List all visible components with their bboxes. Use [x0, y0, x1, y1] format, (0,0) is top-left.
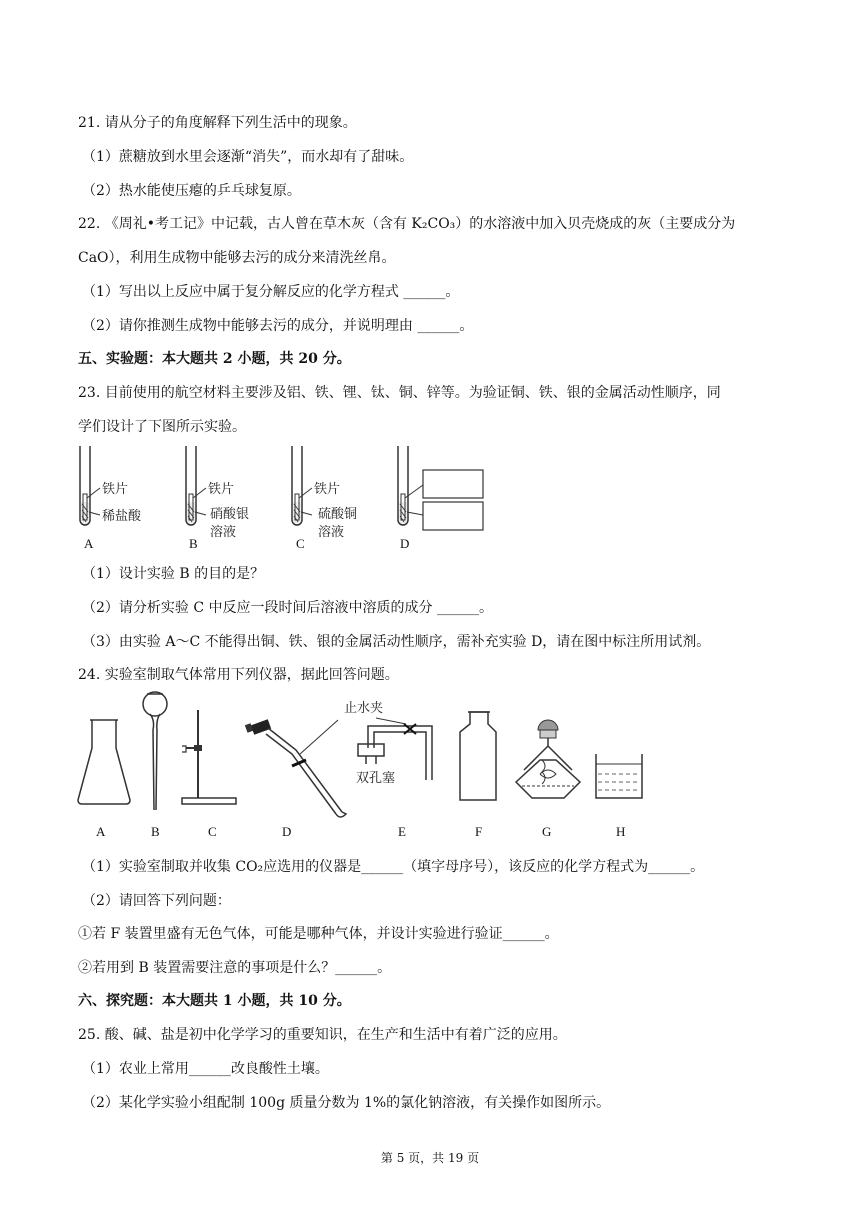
tube-d-caption: D — [400, 536, 410, 551]
tube-c-caption: C — [296, 536, 305, 551]
q24-stem: 24. 实验室制取气体常用下列仪器，据此回答问题。 — [78, 667, 399, 683]
apparatus-d-tube-with-clamp — [245, 719, 346, 839]
apparatus-b-funnel — [143, 692, 167, 839]
apparatus-f-gas-jar — [460, 712, 496, 839]
tube-c-label-3: 溶液 — [318, 525, 345, 540]
apparatus-e-caption: E — [398, 824, 406, 839]
q22-part1: （1）写出以上反应中属于复分解反应的化学方程式 ______。 — [82, 284, 460, 300]
apparatus-a-caption: A — [96, 824, 106, 839]
q22-part2: （2）请你推测生成物中能够去污的成分，并说明理由 ______。 — [82, 318, 474, 334]
tube-a — [80, 446, 142, 551]
page-footer: 第 5 页，共 19 页 — [380, 1151, 480, 1165]
q24-part2-sub2: ②若用到 B 装置需要注意的事项是什么？______。 — [78, 960, 392, 976]
apparatus-g-alcohol-lamp — [516, 720, 580, 839]
q24-part1: （1）实验室制取并收集 CO₂应选用的仪器是______（填字母序号），该反应的化学方程式为______。 — [82, 859, 705, 875]
q22-stem: 22. 《周礼•考工记》中记载，古人曾在草木灰（含有 K₂CO₃）的水溶液中加入贝壳烧成的灰（主要成分为 — [78, 216, 736, 232]
q23-part3: （3）由实验 A～C 不能得出铜、铁、银的金属活动性顺序，需补充实验 D，请在图中标注所用试剂。 — [82, 634, 711, 650]
q23-test-tube-figure — [70, 440, 510, 555]
tube-b-label-2: 硝酸银 — [210, 507, 250, 522]
section-5-heading: 五、实验题：本大题共 2 小题，共 20 分。 — [78, 351, 351, 367]
q23-part2: （2）请分析实验 C 中反应一段时间后溶液中溶质的成分 ______。 — [82, 600, 493, 616]
apparatus-d-caption: D — [282, 824, 292, 839]
q25-stem: 25. 酸、碱、盐是初中化学学习的重要知识，在生产和生活中有着广泛的应用。 — [78, 1027, 567, 1043]
apparatus-g-caption: G — [542, 824, 552, 839]
tube-d — [398, 446, 483, 551]
tube-b-caption: B — [189, 536, 198, 551]
apparatus-h-caption: H — [616, 824, 626, 839]
tube-d-answer-box-2[interactable] — [423, 502, 483, 530]
apparatus-c-caption: C — [208, 824, 217, 839]
label-two-hole-stopper: 双孔塞 — [356, 771, 396, 786]
apparatus-f-caption: F — [475, 824, 483, 839]
tube-d-answer-box-1[interactable] — [423, 470, 483, 498]
q24-part2: （2）请回答下列问题： — [82, 893, 231, 909]
tube-c — [292, 446, 357, 551]
tube-a-caption: A — [84, 536, 94, 551]
q23-stem-cont: 学们设计了下图所示实验。 — [78, 419, 246, 435]
q24-part2-sub1: ①若 F 装置里盛有无色气体，可能是哪种气体，并设计实验进行验证______。 — [78, 926, 559, 942]
q21-part1: （1）蔗糖放到水里会逐渐“消失”，而水却有了甜味。 — [82, 149, 414, 165]
q21-stem: 21. 请从分子的角度解释下列生活中的现象。 — [78, 115, 357, 131]
q25-part2: （2）某化学实验小组配制 100g 质量分数为 1%的氯化钠溶液，有关操作如图所示。 — [82, 1095, 611, 1111]
section-6-heading: 六、探究题：本大题共 1 小题，共 10 分。 — [78, 993, 351, 1009]
label-clamp: 止水夹 — [344, 701, 384, 716]
apparatus-e-two-hole-stopper — [344, 700, 432, 839]
apparatus-h-water-trough — [596, 754, 642, 839]
tube-b — [186, 446, 249, 551]
tube-a-label-1: 铁片 — [102, 482, 129, 497]
tube-a-label-2: 稀盐酸 — [102, 509, 142, 524]
apparatus-a-flask — [78, 720, 130, 839]
q22-stem-cont: CaO），利用生成物中能够去污的成分来清洗丝帛。 — [78, 250, 396, 266]
apparatus-c-iron-stand — [182, 710, 236, 839]
q21-part2: （2）热水能使压瘪的乒乓球复原。 — [82, 183, 301, 199]
q25-part1: （1）农业上常用______改良酸性土壤。 — [82, 1061, 329, 1077]
q23-part1: （1）设计实验 B 的目的是？ — [82, 566, 265, 582]
q24-apparatus-figure — [70, 690, 670, 845]
q23-stem: 23. 目前使用的航空材料主要涉及铝、铁、锂、钛、铜、锌等。为验证铜、铁、银的金属活动性顺序，同 — [78, 385, 721, 401]
tube-c-label-2: 硫酸铜 — [318, 507, 358, 522]
apparatus-b-caption: B — [151, 824, 160, 839]
tube-b-label-1: 铁片 — [208, 482, 235, 497]
tube-b-label-3: 溶液 — [210, 525, 237, 540]
tube-c-label-1: 铁片 — [314, 482, 341, 497]
